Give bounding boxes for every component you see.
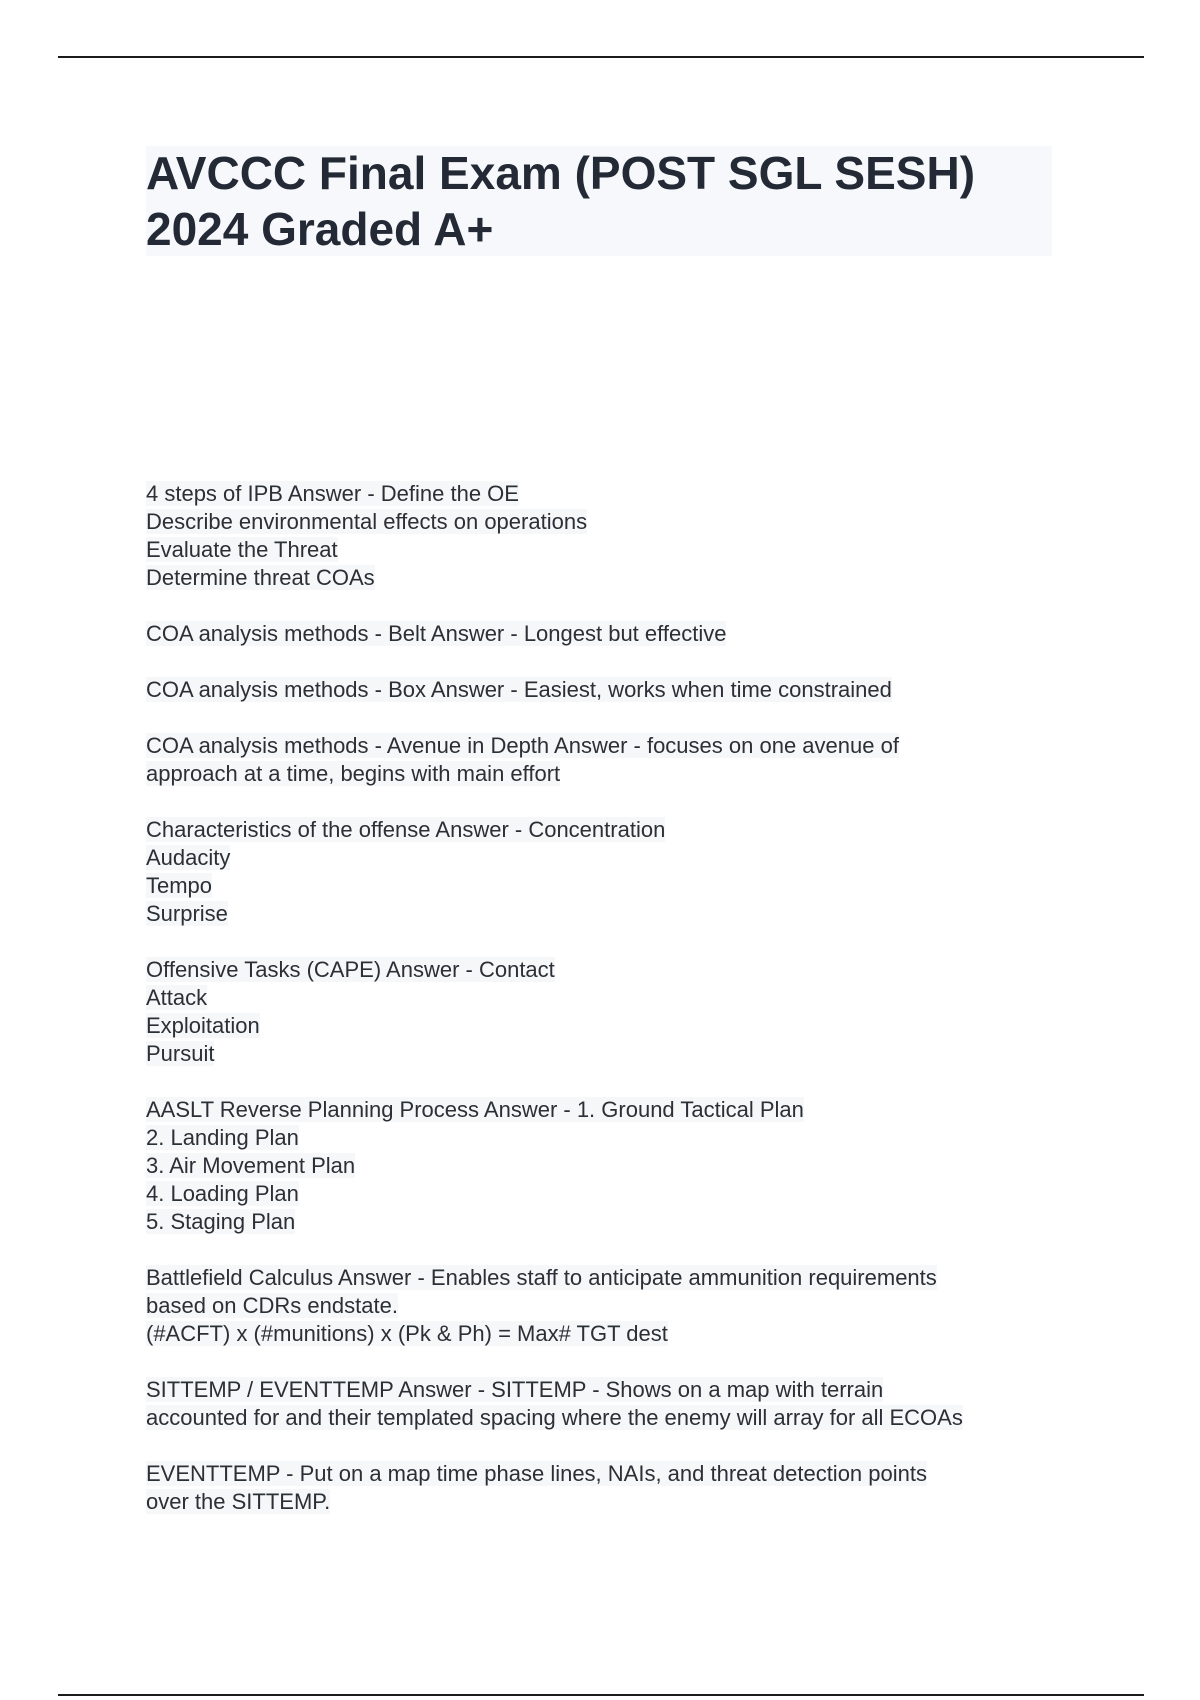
qa-line: Characteristics of the offense Answer - Concentration (146, 817, 666, 842)
qa-line: Describe environmental effects on operations (146, 509, 588, 534)
qa-entry (146, 1376, 1066, 1432)
document-title-line-2: 2024 Graded A+ (146, 203, 494, 255)
qa-line: COA analysis methods - Belt Answer - Longest but effective (146, 621, 727, 646)
qa-line: approach at a time, begins with main effort (146, 761, 561, 786)
qa-line: 4 steps of IPB Answer - Define the OE (146, 481, 519, 506)
qa-line: Attack (146, 985, 208, 1010)
qa-entry (146, 956, 1066, 1068)
qa-entry (146, 676, 1066, 704)
qa-line: EVENTTEMP - Put on a map time phase lines, NAIs, and threat detection points (146, 1461, 927, 1486)
qa-entry (146, 620, 1066, 648)
qa-line: 2. Landing Plan (146, 1125, 299, 1150)
qa-line: COA analysis methods - Box Answer - Easiest, works when time constrained (146, 677, 892, 702)
qa-line: Offensive Tasks (CAPE) Answer - Contact (146, 957, 555, 982)
qa-line: 3. Air Movement Plan (146, 1153, 356, 1178)
qa-line: Battlefield Calculus Answer - Enables staff to anticipate ammunition requirements (146, 1265, 937, 1290)
qa-line: Evaluate the Threat (146, 537, 338, 562)
qa-line: Audacity (146, 845, 231, 870)
document-title-line-1: AVCCC Final Exam (POST SGL SESH) (146, 147, 976, 199)
qa-entry (146, 480, 1066, 592)
qa-line: AASLT Reverse Planning Process Answer - 1. Ground Tactical Plan (146, 1097, 804, 1122)
qa-line: (#ACFT) x (#munitions) x (Pk & Ph) = Max# TGT dest (146, 1321, 668, 1346)
qa-line: based on CDRs endstate. (146, 1293, 398, 1318)
qa-line: SITTEMP / EVENTTEMP Answer - SITTEMP - Shows on a map with terrain (146, 1377, 884, 1402)
bottom-rule (58, 1694, 1144, 1696)
qa-line: accounted for and their templated spacing where the enemy will array for all ECOAs (146, 1405, 963, 1430)
qa-line: Determine threat COAs (146, 565, 375, 590)
qa-line: 5. Staging Plan (146, 1209, 296, 1234)
qa-entry (146, 1264, 1066, 1348)
qa-line: Tempo (146, 873, 213, 898)
qa-line: over the SITTEMP. (146, 1489, 331, 1514)
qa-entry (146, 732, 1066, 788)
qa-list (146, 480, 1066, 1544)
qa-line: Exploitation (146, 1013, 260, 1038)
top-rule (58, 56, 1144, 58)
qa-entry (146, 816, 1066, 928)
qa-line: Pursuit (146, 1041, 215, 1066)
qa-entry (146, 1096, 1066, 1236)
qa-line: Surprise (146, 901, 228, 926)
qa-line: COA analysis methods - Avenue in Depth Answer - focuses on one avenue of (146, 733, 899, 758)
qa-entry (146, 1460, 1066, 1516)
qa-line: 4. Loading Plan (146, 1181, 299, 1206)
